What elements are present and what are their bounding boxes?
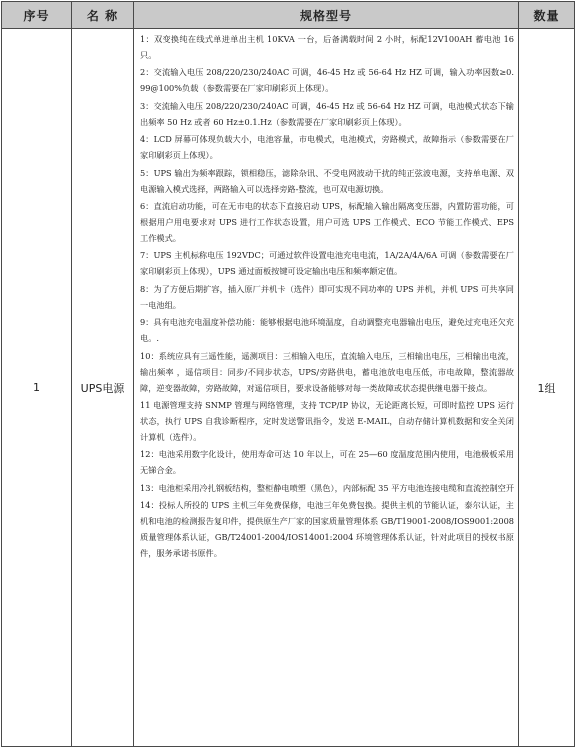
table-row — [2, 29, 575, 747]
header-seq: 序号 — [2, 2, 72, 29]
spec-item-1: 1：双变换纯在线式单进单出主机 10KVA 一台，后备满载时间 2 小时，标配12V100AH 蓄电池 16 只。 — [140, 34, 514, 60]
header-name: 名 称 — [72, 2, 134, 29]
spec-item-10: 10：系统应具有三遥性能，遥测项目：三相输入电压，直流输入电压，三相输出电压，三相输出电流，输出频率 ，遥信项目：同步/不同步状态，UPS/旁路供电，蓄电池放电电压低，市电故障，整流器故障，逆变器故障，旁路故障，对遥信项目，要求设备能够对每一类故障或状态提供继电器干接点。 — [140, 350, 514, 393]
spec-item-5: 5：UPS 输出为频率跟踪，锁相稳压，滤除杂讯、不受电网波动干扰的纯正弦波电源，支持单电源、双电源输入模式选择，两路输入可以选择旁路-整流，也可双电源切换。 — [140, 167, 514, 194]
cell-name: UPS电源 — [72, 29, 134, 747]
header-spec: 规格型号 — [134, 2, 519, 29]
spec-item-14: 14：投标人所投的 UPS 主机三年免费保修，电池三年免费包换。提供主机的节能认证，泰尔认证，主机和电池的检测报告复印件，提供原生产厂家的国家质量管理体系 GB/T19001-2008/IOS9001:2008 质量管理体系认证，GB/T24001-2004/IOS14001:2004 环境管理体系认证，针对此项目的授权书原件，服务承诺书原件。 — [140, 500, 514, 559]
cell-seq: 1 — [2, 29, 72, 747]
table-header-row — [2, 2, 575, 29]
spec-item-3: 3：交流输入电压 208/220/230/240AC 可调，46-45 Hz 或 56-64 Hz HZ 可调，电池模式状态下输出频率 50 Hz 或者 60 Hz±0.1.Hz（参数需要在厂家印刷彩页上体现）。 — [140, 100, 514, 127]
spec-item-8: 8：为了方便后期扩容，插入原厂并机卡（选件）即可实现不同功率的 UPS 并机，并机 UPS 可共享同一电池组。 — [140, 283, 514, 310]
spec-item-12: 12：电池采用数字化设计，使用寿命可达 10 年以上，可在 25—60 度温度范围内使用，电池极板采用无锑合金。 — [140, 449, 514, 476]
spec-item-7: 7：UPS 主机标称电压 192VDC；可通过软件设置电池充电电流，1A/2A/4A/6A 可调（参数需要在厂家印刷彩页上体现），UPS 通过面板按键可设定输出电压和频率额定值。 — [140, 250, 514, 277]
header-qty: 数量 — [519, 2, 575, 29]
spec-item-4: 4：LCD 屏幕可体现负载大小，电池容量，市电模式，电池模式，旁路模式，故障指示（参数需要在厂家印刷彩页上体现）。 — [140, 134, 514, 161]
spec-item-6: 6：直流启动功能，可在无市电的状态下直接启动 UPS，标配输入输出隔离变压器，内置防雷功能，可根据用户用电要求对 UPS 进行工作状态设置，用户可选 UPS 工作模式、ECO 节能工作模式、EPS 工作模式。 — [140, 200, 514, 243]
spec-item-11: 11 电源管理支持 SNMP 管理与网络管理，支持 TCP/IP 协议，无论距离长短，可即时监控 UPS 运行状态，执行 UPS 自我诊断程序，定时发送警讯指令，发送 E-MAIL，自动存储计算机数据和安全关闭计算机（选件）。 — [140, 399, 514, 442]
cell-spec — [134, 29, 519, 747]
spec-item-13: 13：电池柜采用冷扎钢板结构，整柜静电喷塑（黑色），内部标配 35 平方电池连接电缆和直流控制空开 — [140, 482, 515, 493]
spec-table — [1, 1, 575, 747]
spec-item-2: 2：交流输入电压 208/220/230/240AC 可调，46-45 Hz 或 56-64 Hz HZ 可调，输入功率因数≥0.99@100%负载（参数需要在厂家印刷彩页上体现）。 — [140, 67, 514, 94]
cell-qty: 1组 — [519, 29, 575, 747]
spec-item-9: 9：具有电池充电温度补偿功能：能够根据电池环境温度，自动调整充电器输出电压，避免过充电还欠充电。. — [140, 317, 514, 344]
